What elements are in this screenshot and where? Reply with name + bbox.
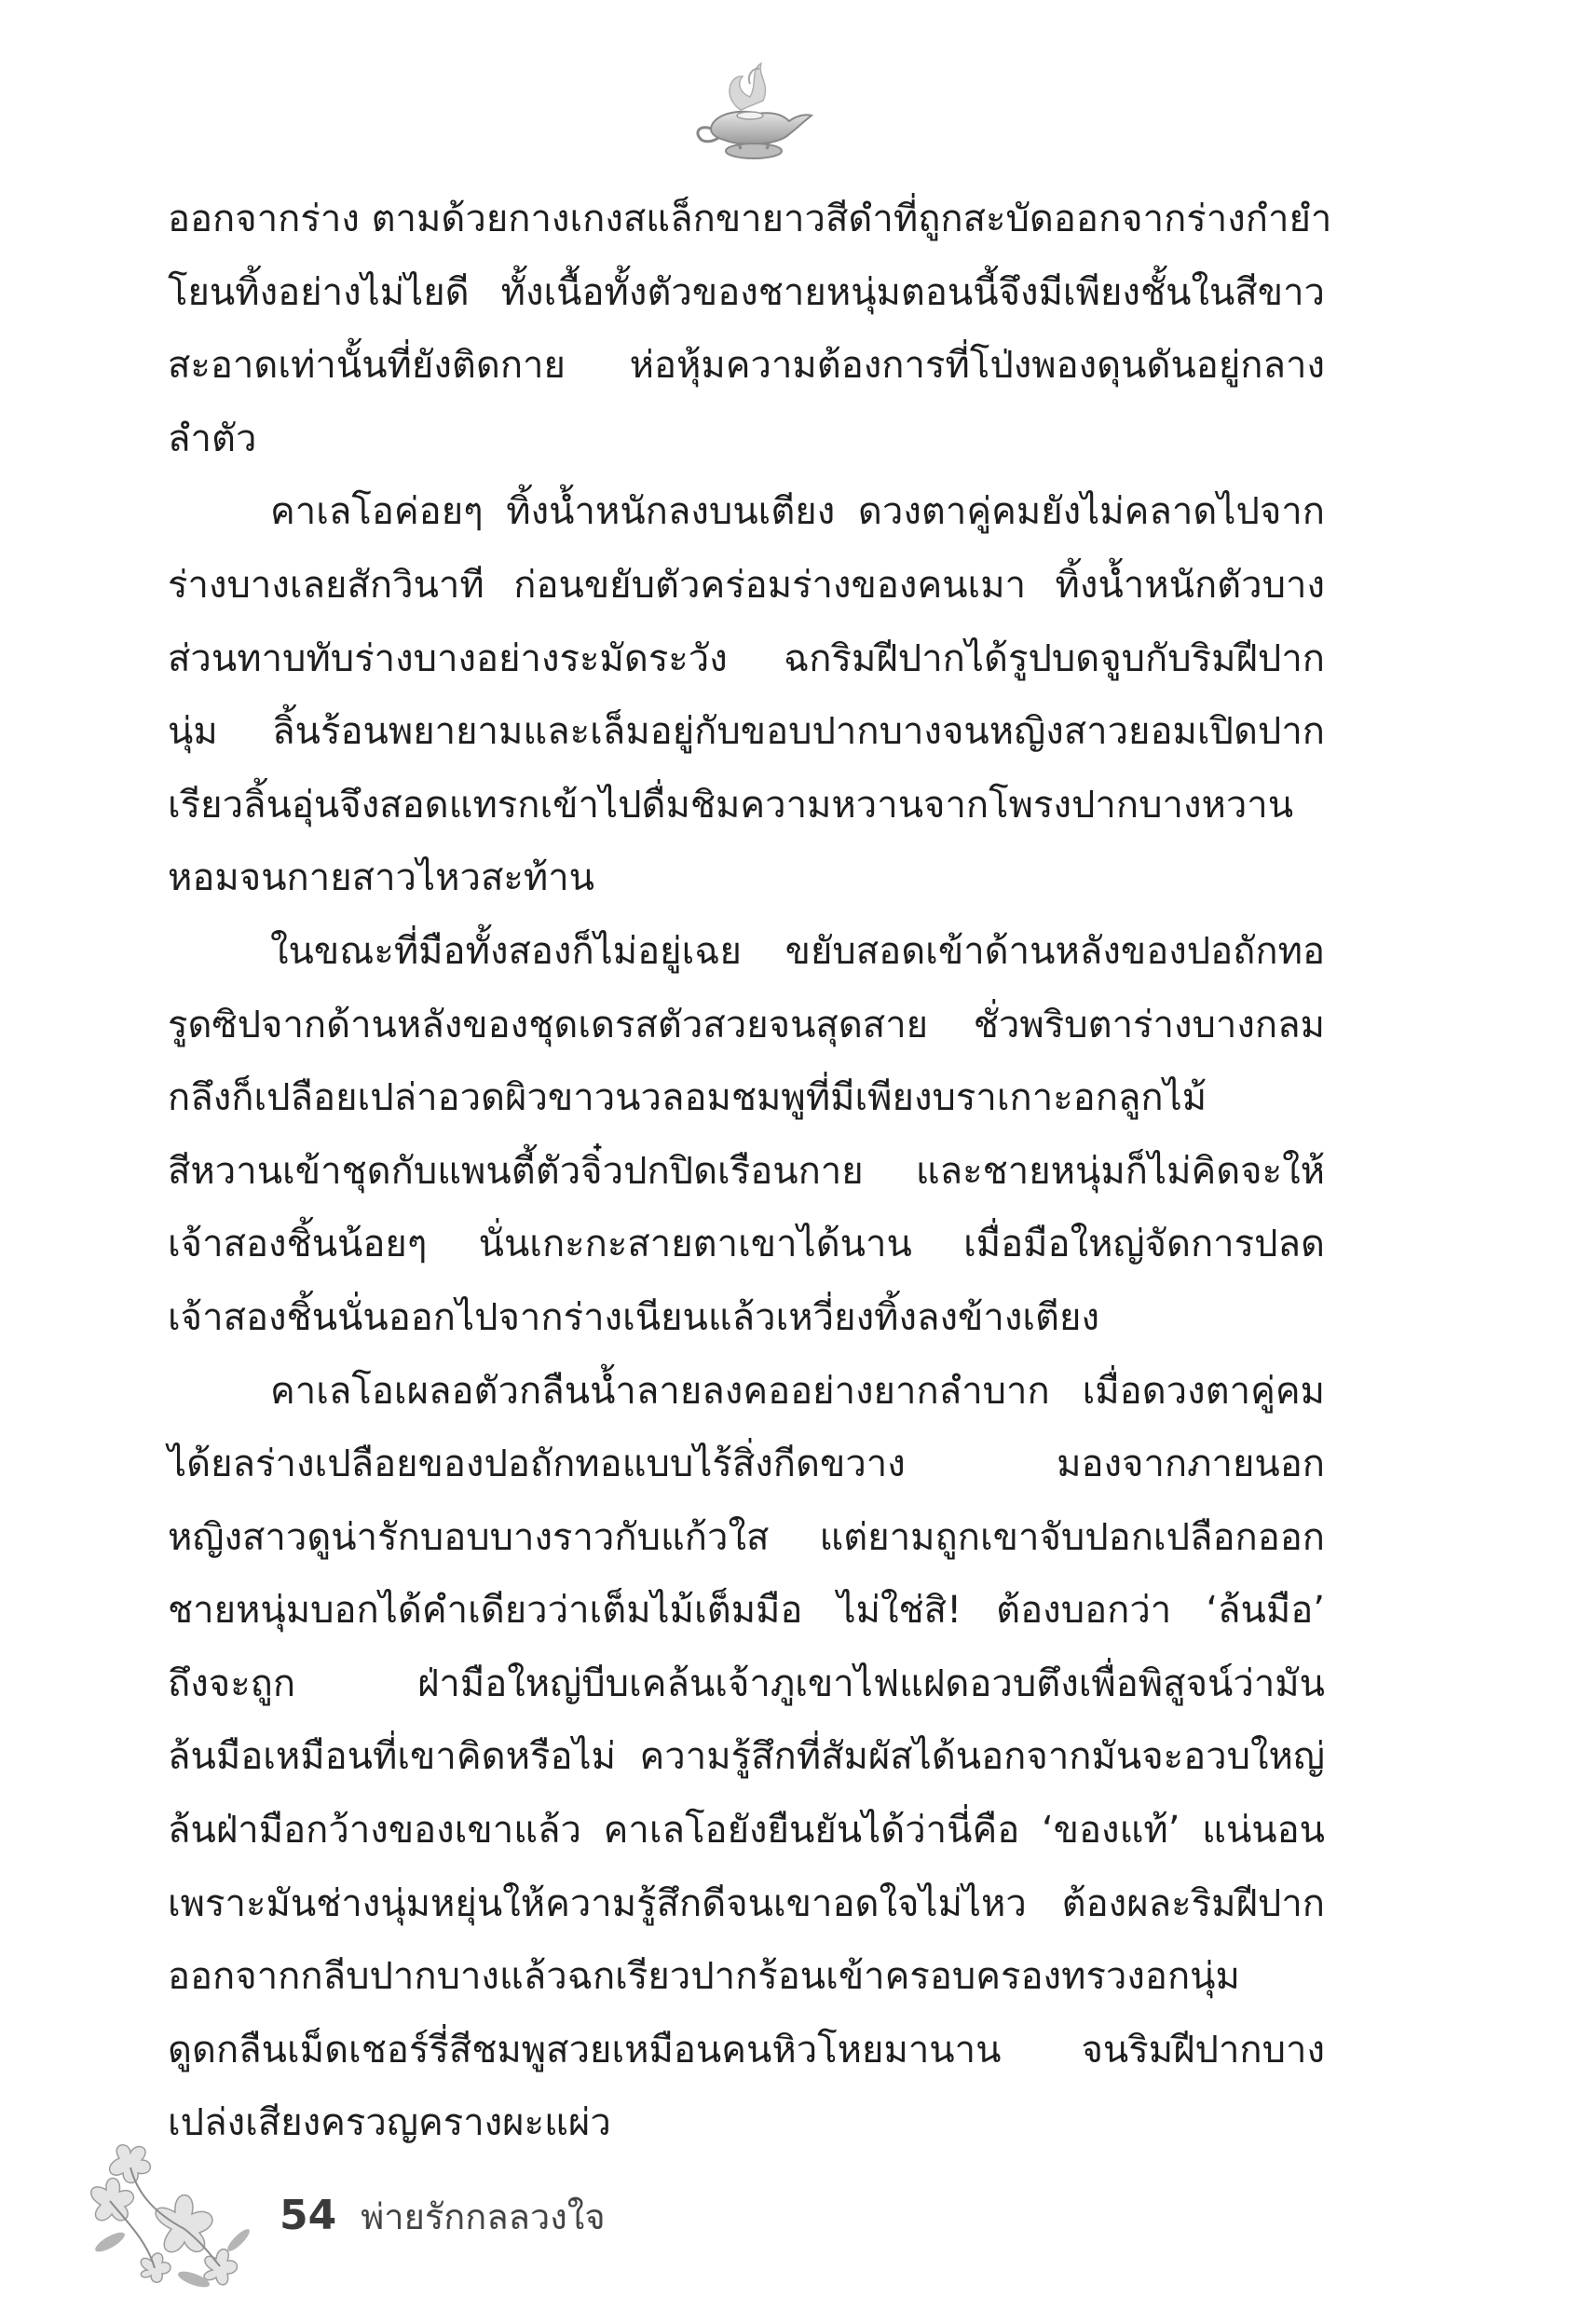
text-line: ออกจากร่าง ตามด้วยกางเกงสแล็กขายาวสีดำที่ถูกสะบัดออกจากร่างกำยำ bbox=[168, 198, 1332, 240]
text-line: เจ้าสองชิ้นนั่นออกไปจากร่างเนียนแล้วเหวี่ยงทิ้งลงข้างเตียง bbox=[168, 1295, 1099, 1339]
page-footer bbox=[280, 2188, 606, 2272]
text-line: เพราะมันช่างนุ่มหยุ่นให้ความรู้สึกดีจนเขาอดใจไม่ไหว ต้องผละริมฝีปาก bbox=[168, 1881, 1325, 1925]
text-line: ในขณะที่มือทั้งสองก็ไม่อยู่เฉย ขยับสอดเข้าด้านหลังของปอถักทอ bbox=[270, 929, 1325, 973]
text-line: ถึงจะถูก ฝ่ามือใหญ่บีบเคล้นเจ้าภูเขาไฟแฝดอวบตึงเพื่อพิสูจน์ว่ามัน bbox=[168, 1661, 1325, 1705]
text-line: ดูดกลืนเม็ดเชอร์รี่สีชมพูสวยเหมือนคนหิวโหยมานาน จนริมฝีปากบาง bbox=[168, 2028, 1325, 2072]
text-line: ลำตัว bbox=[168, 417, 257, 460]
text-line: สีหวานเข้าชุดกับแพนตี้ตัวจิ๋วปกปิดเรือนกาย และชายหนุ่มก็ไม่คิดจะให้ bbox=[168, 1149, 1325, 1193]
lily-flower-icon bbox=[82, 2140, 259, 2298]
text-line: รูดซิปจากด้านหลังของชุดเดรสตัวสวยจนสุดสาย ชั่วพริบตาร่างบางกลม bbox=[168, 1003, 1325, 1046]
text-line: นุ่ม ลิ้นร้อนพยายามและเล็มอยู่กับขอบปากบางจนหญิงสาวยอมเปิดปาก bbox=[168, 710, 1325, 754]
text-line: เรียวลิ้นอุ่นจึงสอดแทรกเข้าไปดื่มชิมความหวานจากโพรงปากบางหวาน bbox=[168, 783, 1294, 827]
chapter-body bbox=[168, 183, 1332, 2160]
page-number: 54 bbox=[280, 2192, 337, 2239]
text-line: หญิงสาวดูน่ารักบอบบางราวกับแก้วใส แต่ยามถูกเขาจับปอกเปลือกออก bbox=[168, 1515, 1325, 1559]
text-line: สะอาดเท่านั้นที่ยังติดกาย ห่อหุ้มความต้องการที่โป่งพองดุนดันอยู่กลาง bbox=[168, 344, 1325, 388]
text-line: ร่างบางเลยสักวินาที ก่อนขยับตัวคร่อมร่างของคนเมา ทิ้งน้ำหนักตัวบาง bbox=[168, 563, 1325, 607]
magic-lamp-icon bbox=[685, 56, 815, 168]
book-title: พ่ายรักกลลวงใจ bbox=[361, 2196, 606, 2237]
text-line: ได้ยลร่างเปลือยของปอถักทอแบบไร้สิ่งกีดขวาง มองจากภายนอก bbox=[168, 1443, 1325, 1486]
text-line: โยนทิ้งอย่างไม่ไยดี ทั้งเนื้อทั้งตัวของชายหนุ่มตอนนี้จึงมีเพียงชั้นในสีขาว bbox=[168, 270, 1325, 314]
text-line: เปล่งเสียงครวญครางผะแผ่ว bbox=[168, 2101, 611, 2145]
text-line: กลึงก็เปลือยเปล่าอวดผิวขาวนวลอมชมพูที่มีเพียงบราเกาะอกลูกไม้ bbox=[168, 1076, 1207, 1120]
text-line: ออกจากกลีบปากบางแล้วฉกเรียวปากร้อนเข้าครอบครองทรวงอกนุ่ม bbox=[168, 1955, 1240, 1999]
text-line: คาเลโอค่อยๆ ทิ้งน้ำหนักลงบนเตียง ดวงตาคู่คมยังไม่คลาดไปจาก bbox=[270, 490, 1325, 534]
text-line: ล้นฝ่ามือกว้างของเขาแล้ว คาเลโอยังยืนยันได้ว่านี่คือ ‘ของแท้’ แน่นอน bbox=[168, 1809, 1325, 1853]
text-line: ชายหนุ่มบอกได้คำเดียวว่าเต็มไม้เต็มมือ ไม่ใช่สิ! ต้องบอกว่า ‘ล้นมือ’ bbox=[168, 1589, 1325, 1633]
text-line: หอมจนกายสาวไหวสะท้าน bbox=[168, 856, 595, 900]
text-line: ล้นมือเหมือนที่เขาคิดหรือไม่ ความรู้สึกที่สัมผัสได้นอกจากมันจะอวบใหญ่ bbox=[168, 1735, 1325, 1779]
text-line: เจ้าสองชิ้นน้อยๆ นั่นเกะกะสายตาเขาได้นาน เมื่อมือใหญ่จัดการปลด bbox=[168, 1223, 1325, 1266]
text-line: คาเลโอเผลอตัวกลืนน้ำลายลงคออย่างยากลำบาก เมื่อดวงตาคู่คม bbox=[270, 1369, 1325, 1413]
text-line: ส่วนทาบทับร่างบางอย่างระมัดระวัง ฉกริมฝีปากได้รูปบดจูบกับริมฝีปาก bbox=[168, 636, 1325, 680]
